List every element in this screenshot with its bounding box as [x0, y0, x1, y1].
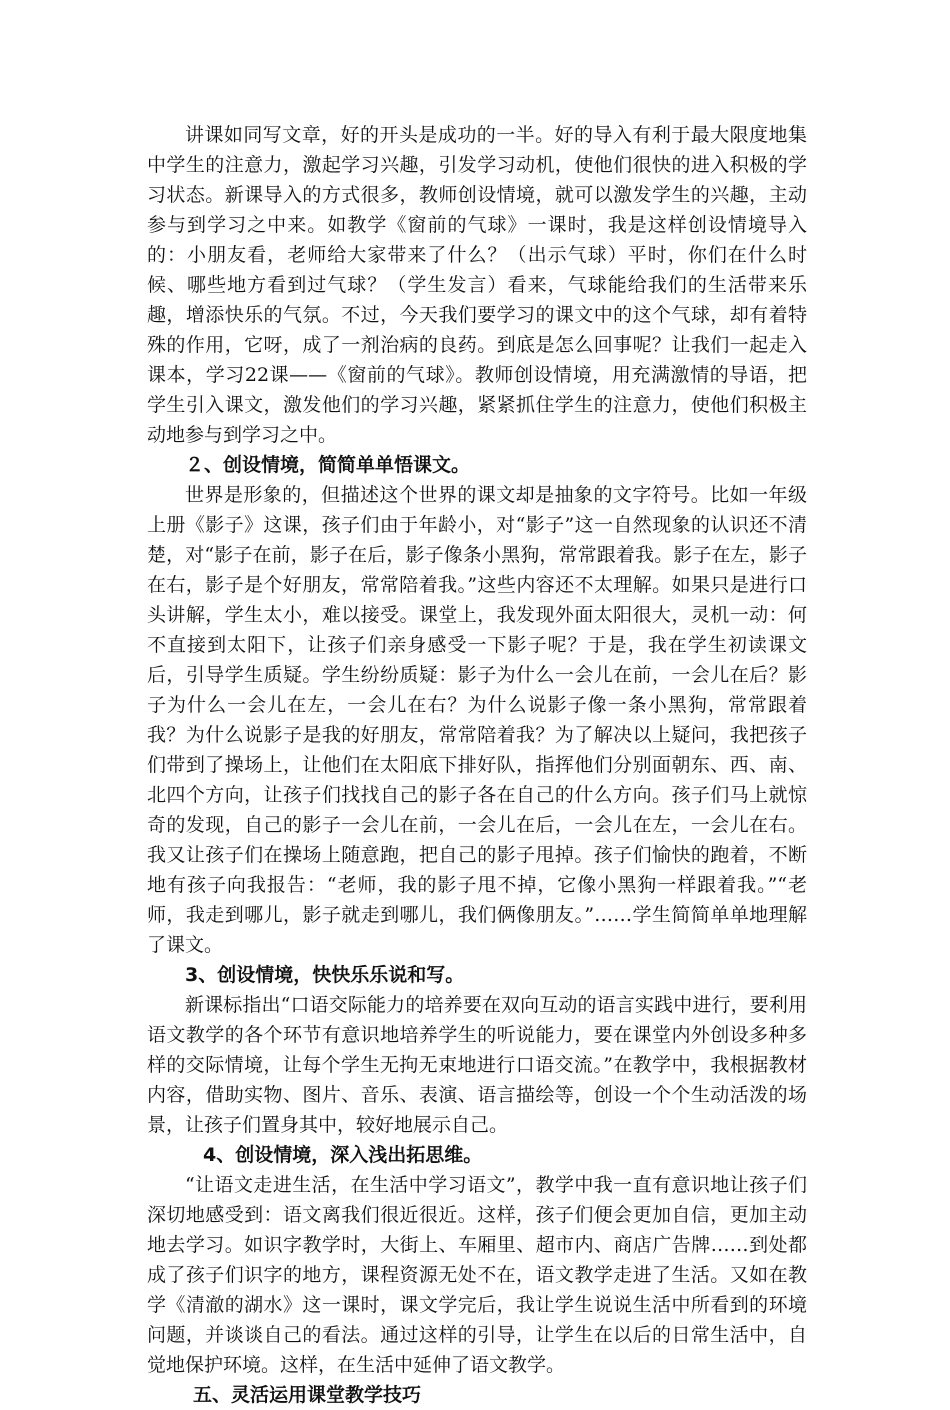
- paragraph-intro: 讲课如同写文章，好的开头是成功的一半。好的导入有利于最大限度地集中学生的注意力，激起学习兴趣，引发学习动机，使他们很快的进入积极的学习状态。新课导入的方式很多，教师创设情境，就可以激发学生的兴趣，主动参与到学习之中来。如教学《窗前的气球》一课时，我是这样创设情境导入的：小朋友看，老师给大家带来了什么？（出示气球）平时，你们在什么时候、哪些地方看到过气球？（学生发言）看来，气球能给我们的生活带来乐趣，增添快乐的气氛。不过，今天我们要学习的课文中的这个气球，却有着特殊的作用，它呀，成了一剂治病的良药。到底是怎么回事呢？让我们一起走入课本，学习22课——《窗前的气球》。教师创设情境，用充满激情的导语，把学生引入课文，激发他们的学习兴趣，紧紧抓住学生的注意力，使他们积极主动地参与到学习之中。: [147, 124, 807, 446]
- section-heading-3: 3、创设情境，快快乐乐说和写。: [185, 964, 465, 986]
- paragraph-shadow-lesson: 世界是形象的，但描述这个世界的课文却是抽象的文字符号。比如一年级上册《影子》这课，孩子们由于年龄小，对“影子”这一自然现象的认识还不清楚，对“影子在前，影子在后，影子像条小黑狗，常常跟着我。影子在左，影子在右，影子是个好朋友，常常陪着我。”这些内容还不太理解。如果只是进行口头讲解，学生太小，难以接受。课堂上，我发现外面太阳很大，灵机一动：何不直接到太阳下，让孩子们亲身感受一下影子呢？于是，我在学生初读课文后，引导学生质疑。学生纷纷质疑：影子为什么一会儿在前，一会儿在后？影子为什么一会儿在左，一会儿在右？为什么说影子像一条小黑狗，常常跟着我？为什么说影子是我的好朋友，常常陪着我？为了解决以上疑问，我把孩子们带到了操场上，让他们在太阳底下排好队，指挥他们分别面朝东、西、南、北四个方向，让孩子们找找自己的影子各在自己的什么方向。孩子们马上就惊奇的发现，自己的影子一会儿在前，一会儿在后，一会儿在左，一会儿在右。我又让孩子们在操场上随意跑，把自己的影子甩掉。孩子们愉快的跑着，不断地有孩子向我报告：“老师，我的影子甩不掉，它像小黑狗一样跟着我。”“老师，我走到哪儿，影子就走到哪儿，我们俩像朋友。”……学生简简单单地理解了课文。: [147, 484, 807, 956]
- document-body: [147, 120, 807, 1410]
- section-heading-2: ２、创设情境，简简单单悟课文。: [185, 454, 471, 476]
- section-heading-4: 4、创设情境，深入浅出拓思维。: [203, 1144, 483, 1166]
- paragraph-life-chinese: “让语文走进生活，在生活中学习语文”，教学中我一直有意识地让孩子们深切地感受到：语文离我们很近很近。这样，孩子们便会更加自信，更加主动地去学习。如识字教学时，大街上、车厢里、超市内、商店广告牌……到处都成了孩子们识字的地方，课程资源无处不在，语文教学走进了生活。又如在教学《清澈的湖水》这一课时，课文学完后，我让学生说说生活中所看到的环境问题，并谈谈自己的看法。通过这样的引导，让学生在以后的日常生活中，自觉地保护环境。这样，在生活中延伸了语文教学。: [147, 1174, 807, 1376]
- section-heading-five: 五、灵活运用课堂教学技巧: [193, 1384, 422, 1406]
- paragraph-speaking-writing: 新课标指出“口语交际能力的培养要在双向互动的语言实践中进行，要利用语文教学的各个环节有意识地培养学生的听说能力，要在课堂内外创设多种多样的交际情境，让每个学生无拘无束地进行口语交流。”在教学中，我根据教材内容，借助实物、图片、音乐、表演、语言描绘等，创设一个个生动活泼的场景，让孩子们置身其中，较好地展示自己。: [147, 994, 807, 1136]
